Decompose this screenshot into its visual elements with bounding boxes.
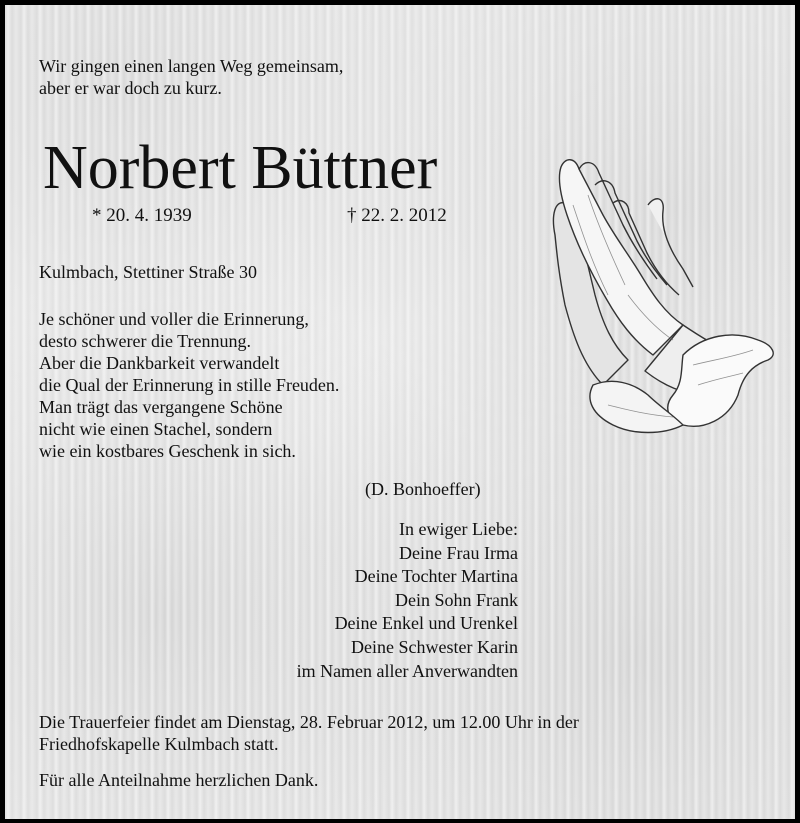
service-line: Die Trauerfeier findet am Dienstag, 28. Februar 2012, um 12.00 Uhr in der (39, 712, 579, 732)
family-line: im Namen aller Anverwandten (296, 660, 518, 681)
family-line: Deine Enkel und Urenkel (334, 613, 518, 634)
poem-author: (D. Bonhoeffer) (365, 479, 481, 499)
family-line: Dein Sohn Frank (395, 589, 518, 610)
poem-line: nicht wie einen Stachel, sondern (39, 419, 273, 439)
poem-line: Je schöner und voller die Erinnerung, (39, 309, 309, 329)
poem-line: Man trägt das vergangene Schöne (39, 397, 283, 417)
motto (39, 55, 343, 99)
family-line: Deine Schwester Karin (351, 636, 518, 657)
service-line: Friedhofskapelle Kulmbach statt. (39, 734, 279, 754)
birth-date: * 20. 4. 1939 (92, 205, 192, 226)
motto-line: Wir gingen einen langen Weg gemeinsam, (39, 56, 344, 76)
poem-line: wie ein kostbares Geschenk in sich. (39, 441, 296, 461)
family-line: Deine Tochter Martina (354, 566, 518, 587)
death-date: † 22. 2. 2012 (347, 205, 447, 226)
poem-line: Aber die Dankbarkeit verwandelt (39, 353, 280, 373)
praying-hands-icon (533, 145, 783, 445)
poem-line: desto schwerer die Trennung. (39, 331, 251, 351)
family-line: In ewiger Liebe: (399, 519, 518, 539)
family-signatures (297, 518, 518, 683)
thanks-line: Für alle Anteilnahme herzlichen Dank. (39, 770, 319, 790)
motto-line: aber er war doch zu kurz. (39, 78, 222, 98)
poem-line: die Qual der Erinnerung in stille Freuden. (39, 375, 340, 395)
poem (39, 308, 339, 462)
funeral-service-info (39, 711, 579, 755)
address: Kulmbach, Stettiner Straße 30 (39, 262, 257, 282)
obituary-card (5, 5, 795, 819)
family-line: Deine Frau Irma (399, 542, 518, 563)
deceased-name: Norbert Büttner (43, 134, 438, 202)
